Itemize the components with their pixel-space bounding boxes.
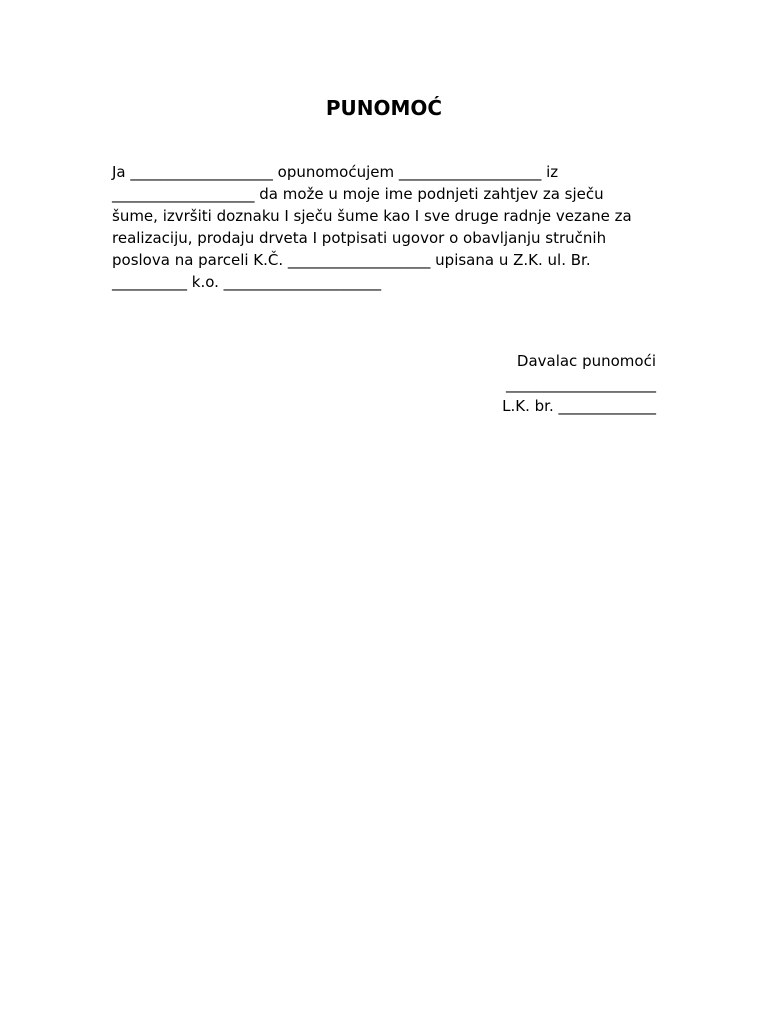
signature-block xyxy=(502,350,656,418)
body-line-3: šume, izvršiti doznaku I sječu šume kao I sve druge radnje vezane za xyxy=(112,207,632,225)
body-line-4: realizaciju, prodaju drveta I potpisati ugovor o obavljanju stručnih xyxy=(112,229,607,247)
body-line-2: ___________________ da može u moje ime podnjeti zahtjev za sječu xyxy=(112,185,604,203)
document-title: PUNOMOĆ xyxy=(325,96,443,120)
signature-label: Davalac punomoći xyxy=(516,352,656,370)
document-body xyxy=(112,161,656,293)
signature-line: ____________________ xyxy=(506,374,656,393)
body-line-5: poslova na parceli K.Č. ___________________ upisana u Z.K. ul. Br. xyxy=(112,251,591,269)
id-card-field: L.K. br. _____________ xyxy=(502,397,656,415)
body-line-6: __________ k.o. _____________________ xyxy=(112,273,382,291)
body-line-1: Ja ___________________ opunomoćujem ___________________ iz xyxy=(112,163,559,181)
